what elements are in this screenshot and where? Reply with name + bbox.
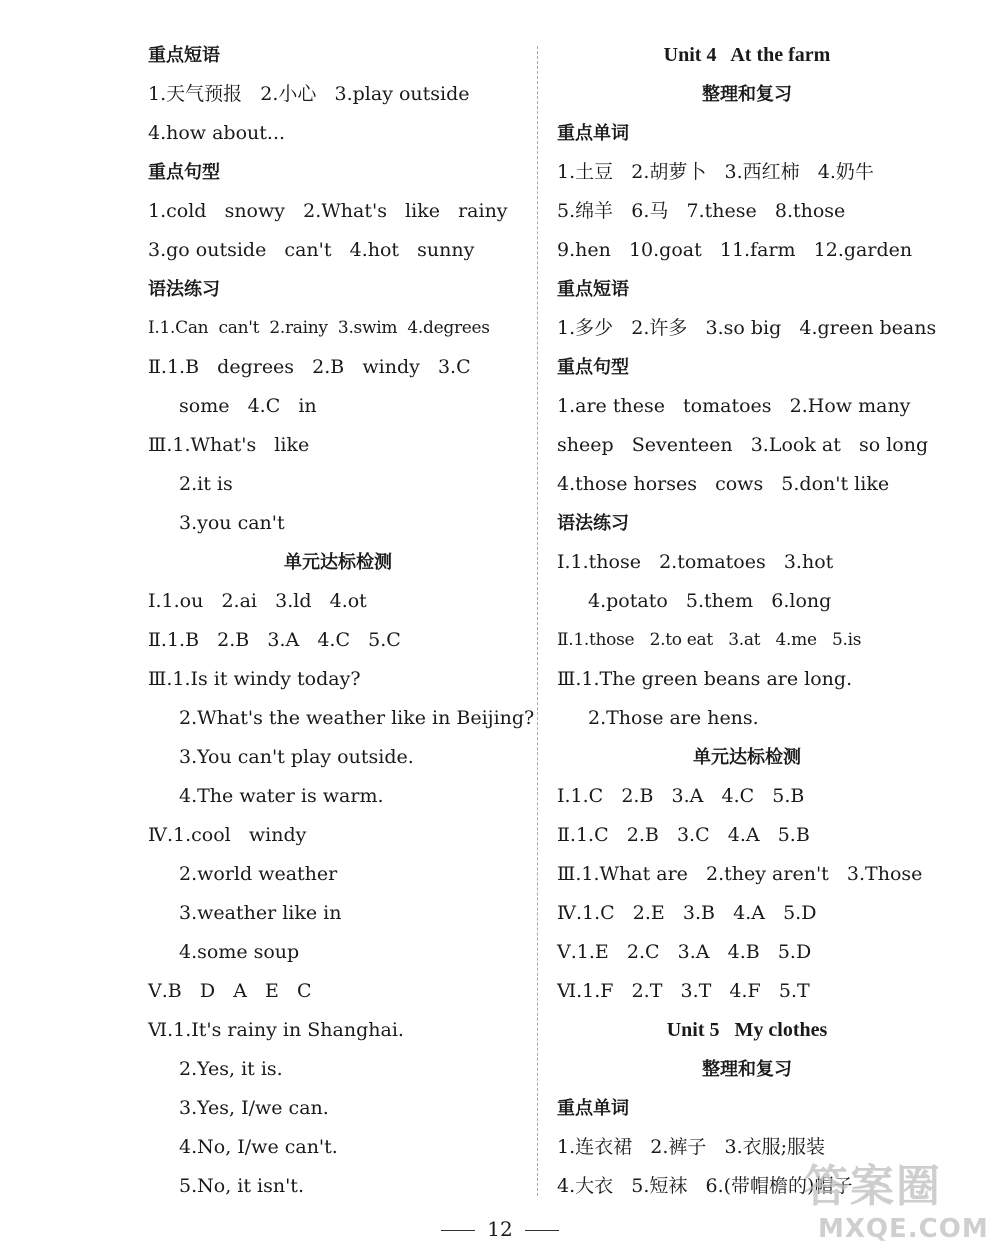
answer-line: Ⅲ.1.Is it windy today? — [148, 668, 361, 690]
answer-line: 5.No, it isn't. — [179, 1175, 304, 1197]
answer-line: Ⅰ.1.C 2.B 3.A 4.C 5.B — [557, 785, 805, 807]
watermark — [800, 1140, 995, 1245]
answer-line: 3.go outside can't 4.hot sunny — [148, 239, 475, 261]
answer-line: Ⅲ.1.The green beans are long. — [557, 668, 853, 690]
section-heading: 语法练习 — [557, 513, 629, 534]
answer-line: 4.some soup — [179, 941, 300, 963]
page-number: 12 — [487, 1217, 513, 1241]
section-title: 单元达标检测 — [693, 747, 801, 768]
answer-line: Ⅱ.1.C 2.B 3.C 4.A 5.B — [557, 824, 810, 846]
answer-line: 3.You can't play outside. — [179, 746, 414, 768]
column-divider — [537, 46, 538, 1196]
footer-dash-left — [441, 1230, 475, 1231]
answer-line: 4.potato 5.them 6.long — [588, 590, 832, 612]
answer-line: 1.连衣裙 2.裤子 3.衣服;服装 — [557, 1136, 826, 1158]
answer-line: 4.大衣 5.短袜 6.(带帽檐的)帽子 — [557, 1175, 853, 1197]
answer-line: 5.绵羊 6.马 7.these 8.those — [557, 200, 846, 222]
answer-line: 2.What's the weather like in Beijing? — [179, 707, 535, 729]
section-heading: 重点句型 — [557, 357, 629, 378]
answer-line: Ⅵ.1.It's rainy in Shanghai. — [148, 1019, 404, 1041]
answer-line: 1.土豆 2.胡萝卜 3.西红柿 4.奶牛 — [557, 161, 874, 183]
unit-title: Unit 5 My clothes — [666, 1019, 828, 1041]
answer-line: sheep Seventeen 3.Look at so long — [557, 434, 929, 456]
answer-line: Ⅳ.1.cool windy — [148, 824, 307, 846]
answer-line: Ⅴ.B D A E C — [148, 980, 312, 1002]
section-title: 整理和复习 — [702, 1059, 792, 1080]
answer-line: Ⅱ.1.B 2.B 3.A 4.C 5.C — [148, 629, 401, 651]
right-column — [557, 36, 937, 1206]
answer-line: Ⅲ.1.What are 2.they aren't 3.Those — [557, 863, 923, 885]
answer-line: 3.weather like in — [179, 902, 342, 924]
answer-line: 3.Yes, I/we can. — [179, 1097, 329, 1119]
answer-line: 2.it is — [179, 473, 233, 495]
answer-line: 3.you can't — [179, 512, 285, 534]
unit-title: Unit 4 At the farm — [663, 44, 831, 66]
answer-line: 2.Those are hens. — [588, 707, 759, 729]
section-heading: 重点单词 — [557, 1098, 629, 1119]
answer-line: 9.hen 10.goat 11.farm 12.garden — [557, 239, 913, 261]
answer-line: Ⅰ.1.ou 2.ai 3.ld 4.ot — [148, 590, 367, 612]
section-heading: 语法练习 — [148, 279, 220, 300]
answer-line: 2.Yes, it is. — [179, 1058, 283, 1080]
section-title: 单元达标检测 — [284, 552, 392, 573]
section-heading: 重点短语 — [557, 279, 629, 300]
footer-dash-right — [525, 1230, 559, 1231]
watermark-logo-text: 答案圈 — [804, 1161, 942, 1212]
answer-line: 1.天气预报 2.小心 3.play outside — [148, 83, 470, 105]
left-column — [148, 36, 535, 1206]
answer-line: 1.多少 2.许多 3.so big 4.green beans — [557, 317, 937, 339]
section-heading: 重点单词 — [557, 123, 629, 144]
watermark-url: MXQE.COM — [818, 1214, 989, 1244]
answer-line: 4.how about... — [148, 122, 286, 144]
answer-line: Ⅱ.1.those 2.to eat 3.at 4.me 5.is — [557, 630, 862, 650]
answer-line: 4.No, I/we can't. — [179, 1136, 338, 1158]
answer-line: Ⅱ.1.B degrees 2.B windy 3.C — [148, 356, 471, 378]
section-heading: 重点句型 — [148, 162, 220, 183]
answer-line: Ⅰ.1.Can can't 2.rainy 3.swim 4.degrees — [148, 318, 490, 338]
answer-line: 4.those horses cows 5.don't like — [557, 473, 890, 495]
answer-line: 2.world weather — [179, 863, 338, 885]
answer-line: some 4.C in — [179, 395, 317, 417]
answer-line: Ⅴ.1.E 2.C 3.A 4.B 5.D — [557, 941, 812, 963]
section-title: 整理和复习 — [702, 84, 792, 105]
section-heading: 重点短语 — [148, 45, 220, 66]
answer-line: 4.The water is warm. — [179, 785, 384, 807]
answer-line: Ⅵ.1.F 2.T 3.T 4.F 5.T — [557, 980, 810, 1002]
answer-line: 1.cold snowy 2.What's like rainy — [148, 200, 508, 222]
answer-line: Ⅳ.1.C 2.E 3.B 4.A 5.D — [557, 902, 817, 924]
answer-line: Ⅲ.1.What's like — [148, 434, 310, 456]
answer-line: Ⅰ.1.those 2.tomatoes 3.hot — [557, 551, 834, 573]
answer-line: 1.are these tomatoes 2.How many — [557, 395, 911, 417]
